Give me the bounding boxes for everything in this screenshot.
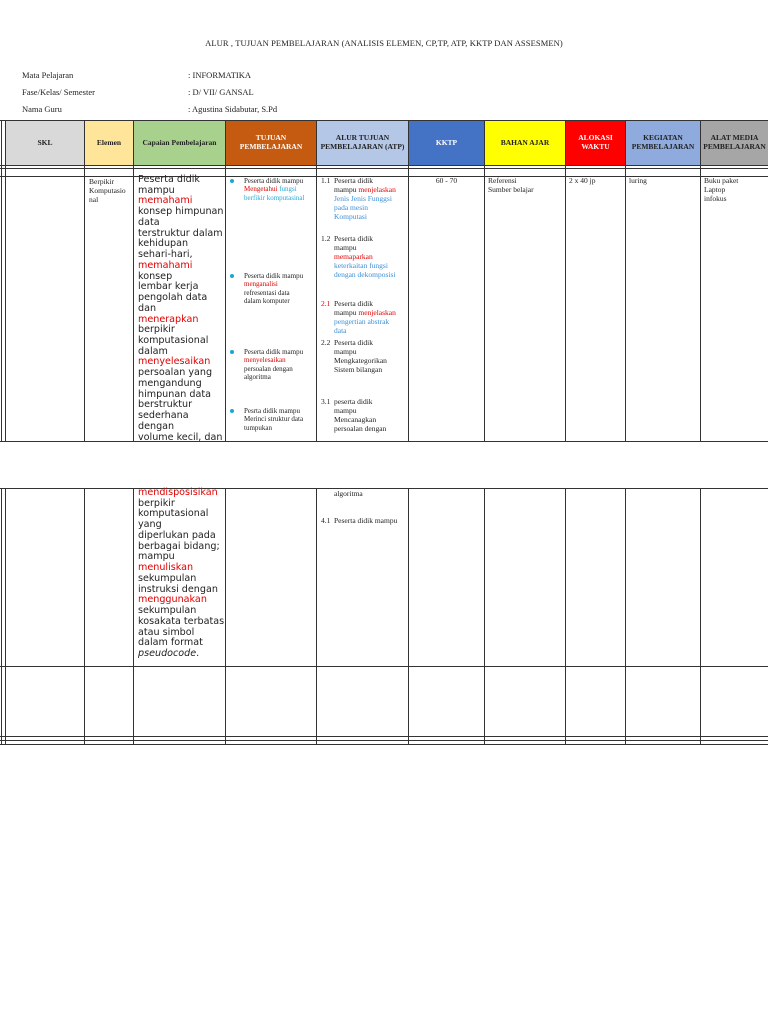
table-border	[0, 165, 768, 166]
cp-line: menyelesaikan	[138, 356, 211, 368]
header-kegiatan	[626, 121, 700, 165]
alat-line: Buku paket	[704, 176, 739, 185]
meta-value-phase: : D/ VII/ GANSAL	[188, 87, 254, 97]
atp-text: keterkaitan fungsi	[334, 261, 388, 270]
table-border	[565, 488, 566, 745]
header-alokasi	[566, 121, 625, 165]
cp-line: dengan	[138, 420, 175, 432]
atp-text: persoalan dengan	[334, 424, 387, 433]
header-tp	[226, 121, 316, 165]
document-title: ALUR , TUJUAN PEMBELAJARAN (ANALISIS ELEMEN, CP,TP, ATP, KKTP DAN ASSESMEN)	[205, 38, 563, 48]
header-kegiatan-label: KEGIATAN PEMBELAJARAN	[631, 133, 695, 151]
cell-alokasi: 2 x 40 jp	[569, 176, 596, 185]
tp-text: persoalan dengan	[244, 364, 293, 373]
cp-line: volume kecil, dan	[138, 431, 223, 443]
cp-line: pengolah data	[138, 292, 208, 304]
table-border	[84, 120, 85, 442]
header-elemen-label: Elemen	[96, 137, 122, 147]
atp-text: Mencanagkan	[334, 415, 377, 424]
table-border	[408, 120, 409, 442]
cp-line: dan	[138, 302, 157, 314]
cp-line: sehari-hari,	[138, 249, 193, 261]
cp-line: mendisposisikan	[138, 487, 218, 498]
cp-line: mengandung	[138, 377, 202, 389]
cell-kegiatan: luring	[629, 176, 647, 185]
tp-item	[244, 272, 316, 306]
bahan-line: Sumber belajar	[488, 185, 534, 194]
header-alat	[701, 121, 768, 165]
atp-text: Sistem bilangan	[334, 365, 383, 374]
tp-text: tumpukan	[244, 423, 272, 432]
cp-line: komputasional	[138, 508, 209, 520]
tp-keyword: menyelesaikan	[244, 356, 286, 365]
cp-line: terstruktur dalam	[138, 227, 223, 239]
cp-line: persoalan yang	[138, 367, 213, 379]
bahan-line: Referensi	[488, 176, 517, 185]
cp-line: kosakata terbatas	[138, 615, 225, 627]
atp-text: pengertian abstrak	[334, 317, 390, 326]
table-border	[565, 120, 566, 442]
tp-text: Peserta didik mampu	[244, 177, 304, 185]
cp-line: himpunan data	[138, 388, 211, 400]
cp-line: memahami	[138, 195, 193, 207]
atp-keyword: menjelaskan	[358, 308, 396, 317]
header-tp-label: TUJUAN PEMBELAJARAN	[239, 133, 303, 151]
cp-line: sekumpulan	[138, 572, 197, 584]
cp-line-pseudocode: pseudocode	[138, 648, 197, 660]
table-border	[625, 120, 626, 442]
tp-item	[244, 177, 316, 202]
cp-line: berbagai bidang;	[138, 540, 220, 552]
header-skl	[6, 121, 84, 165]
atp-item: Peserta didik mampu	[334, 516, 398, 525]
atp-number: 4.1	[321, 516, 331, 525]
meta-label-teacher: Nama Guru	[22, 104, 62, 114]
cell-kktp: 60 - 70	[435, 176, 458, 185]
atp-text: peserta didik	[334, 397, 373, 406]
table-border	[484, 488, 485, 745]
header-cp-label: Capaian Pembelajaran	[142, 137, 217, 147]
cp-line: menuliskan	[138, 562, 194, 574]
table-border	[408, 488, 409, 745]
cp-line: berpikir	[138, 324, 175, 336]
header-bahan-label: BAHAN AJAR	[500, 137, 550, 147]
atp-text: mampu	[334, 347, 357, 356]
atp-text: Mengkategorikan	[334, 356, 387, 365]
cp-line: sederhana	[138, 410, 189, 422]
atp-number: 2.2	[321, 338, 331, 347]
cp-line: instruksi dengan	[138, 583, 218, 595]
atp-continued: algoritma	[334, 489, 363, 498]
bullet-icon	[230, 274, 234, 278]
header-atp	[317, 121, 408, 165]
atp-text: mampu	[334, 308, 357, 317]
cp-line: yang	[138, 519, 162, 531]
header-alat-label: ALAT MEDIA PEMBELAJARAN	[703, 133, 766, 151]
table-border	[0, 736, 768, 737]
tp-text: Pesrta didik mampu	[244, 407, 300, 415]
atp-text: Peserta didik	[334, 299, 373, 308]
header-bahan	[485, 121, 565, 165]
tp-text: refresentasi data	[244, 288, 290, 297]
tp-text: dalam komputer	[244, 297, 290, 306]
atp-text: mampu	[334, 185, 357, 194]
tp-text: Peserta didik mampu	[244, 272, 304, 280]
table-border	[5, 120, 6, 442]
header-elemen	[85, 121, 133, 165]
table-border	[700, 488, 701, 745]
header-skl-label: SKL	[37, 137, 53, 147]
atp-keyword: menjelaskan	[358, 185, 396, 194]
cell-elemen: Berpikir Komputasio nal	[89, 177, 126, 204]
table-border	[484, 120, 485, 442]
bullet-icon	[230, 350, 234, 354]
cp-line: konsep	[138, 270, 173, 282]
table-border	[133, 120, 134, 442]
meta-label-subject: Mata Pelajaran	[22, 70, 74, 80]
atp-keyword: memaparkan	[334, 252, 373, 261]
atp-number: 1.2	[321, 234, 331, 243]
atp-text: pada mesin	[334, 203, 368, 212]
atp-item	[334, 338, 408, 374]
atp-text: Jenis Jenis Funggsi	[334, 194, 392, 203]
table-border	[0, 168, 768, 169]
table-border	[1, 488, 2, 745]
cp-line: kehidupan	[138, 238, 189, 250]
header-atp-label: ALUR TUJUAN PEMBELAJARAN (ATP)	[320, 133, 405, 151]
atp-number: 2.1	[321, 299, 331, 308]
tp-keyword: menganalisi	[244, 280, 278, 289]
meta-value-teacher: : Agustina Sidabutar, S.Pd	[188, 104, 278, 114]
tp-text: algoritma	[244, 373, 271, 382]
atp-text: data	[334, 326, 347, 335]
alat-line: infokus	[704, 194, 727, 203]
atp-item	[334, 176, 408, 221]
bullet-icon	[230, 409, 234, 413]
table-border	[5, 488, 6, 745]
atp-item	[334, 299, 408, 335]
atp-number: 3.1	[321, 397, 331, 406]
atp-item	[334, 397, 408, 433]
tp-text: Peserta didik mampu	[244, 348, 304, 356]
header-alokasi-label: ALOKASI WAKTU	[578, 133, 613, 151]
tp-item	[244, 407, 316, 432]
cp-line: dalam	[138, 345, 168, 357]
cp-line: mampu	[138, 551, 175, 563]
cp-line: berstruktur	[138, 399, 193, 411]
tp-item	[244, 348, 316, 382]
table-border	[133, 488, 134, 745]
cp-line: atau simbol	[138, 626, 195, 638]
table-border	[0, 740, 768, 741]
atp-number: 1.1	[321, 176, 331, 185]
tp-keyword: Mengetahui	[244, 185, 278, 194]
cp-line: lembar kerja	[138, 281, 199, 293]
atp-text: Peserta didik	[334, 176, 373, 185]
tp-text: Merinci struktur data	[244, 415, 304, 424]
cell-bahan-ajar	[488, 176, 564, 194]
cell-alat-media	[704, 176, 766, 203]
table-border	[0, 441, 768, 442]
alat-line: Laptop	[704, 185, 726, 194]
header-cp	[134, 121, 225, 165]
cp-line: berpikir	[138, 497, 175, 509]
cp-line: menggunakan	[138, 594, 207, 606]
atp-text: mampu	[334, 406, 357, 415]
table-border	[625, 488, 626, 745]
cp-line: data	[138, 216, 160, 228]
header-kktp	[409, 121, 484, 165]
tp-text: berfikir komputasinal	[244, 193, 305, 202]
table-border	[316, 120, 317, 442]
cp-line: mampu	[138, 184, 175, 196]
atp-text: Peserta didik	[334, 338, 373, 347]
table-border	[1, 120, 2, 442]
atp-text: dengan dekomposisi	[334, 270, 396, 279]
cell-cp-continued	[138, 488, 226, 660]
bullet-icon	[230, 179, 234, 183]
meta-value-subject: : INFORMATIKA	[188, 70, 252, 80]
atp-text: mampu	[334, 243, 357, 252]
cell-cp	[138, 175, 226, 443]
header-kktp-label: KKTP	[435, 137, 458, 147]
table-border	[0, 666, 768, 667]
atp-text: Komputasi	[334, 212, 367, 221]
cp-line: konsep himpunan	[138, 206, 224, 218]
meta-label-phase: Fase/Kelas/ Semester	[22, 87, 95, 97]
table-border	[0, 120, 768, 121]
cp-line: dalam format	[138, 637, 203, 649]
table-border	[316, 488, 317, 745]
cp-line: .	[196, 648, 200, 660]
tp-text: fungsi	[279, 185, 297, 194]
table-border	[0, 744, 768, 745]
atp-text: Peserta didik	[334, 234, 373, 243]
cp-line: sekumpulan	[138, 605, 197, 617]
table-border	[700, 120, 701, 442]
cp-line: Peserta didik	[138, 174, 200, 185]
atp-item	[334, 234, 408, 279]
cp-line: komputasional	[138, 335, 209, 347]
cp-line: memahami	[138, 259, 193, 271]
cp-line: menerapkan	[138, 313, 199, 325]
cp-line: diperlukan pada	[138, 529, 216, 541]
table-border	[84, 488, 85, 745]
